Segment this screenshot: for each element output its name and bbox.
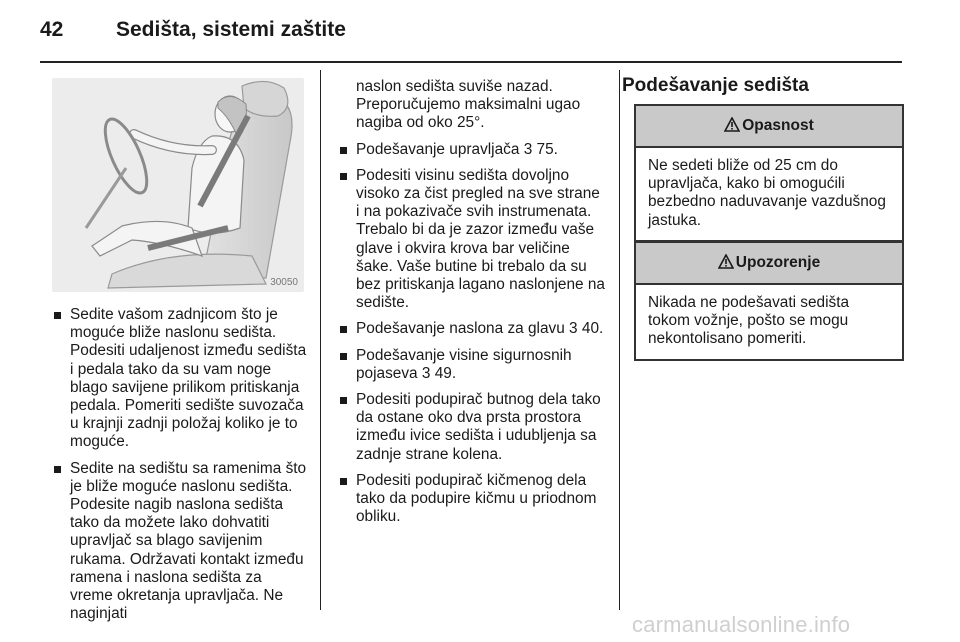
continued-text: naslon sedišta suviše nazad. Preporučujemo maksimalni ugao nagiba od oko 25°. xyxy=(356,78,581,132)
list-item: Podešavanje naslona za glavu 3 40. xyxy=(338,320,606,338)
list-item: Podesiti podupirač butnog dela tako da ostane oko dva prsta prostora između ivice sedišta i udubljenja sa zadnje strane kolena. xyxy=(338,391,606,464)
warning-triangle-icon xyxy=(718,245,734,285)
column-divider-1 xyxy=(320,70,321,610)
seating-position-illustration xyxy=(52,78,304,292)
column-1 xyxy=(52,306,308,631)
list-item: Podešavanje upravljača 3 75. xyxy=(338,141,606,159)
bullet-list-2 xyxy=(338,141,606,527)
bullet-list-1 xyxy=(52,306,308,623)
driver-seat-drawing xyxy=(52,78,304,292)
warning-title: Upozorenje xyxy=(735,254,821,271)
warning-triangle-icon xyxy=(724,108,740,148)
warning-text: Nikada ne podešavati sedišta tokom vožnje, pošto se mogu nekontolisano pomeriti. xyxy=(648,294,850,348)
page-number: 42 xyxy=(40,18,64,41)
list-item: Podesiti podupirač kičmenog dela tako da podupire kičmu u priodnom obliku. xyxy=(338,472,606,527)
warning-title-bar xyxy=(636,243,902,285)
header-rule xyxy=(40,61,902,63)
danger-text: Ne sedeti bliže od 25 cm do upravljača, kako bi omogućili bezbedno naduvavanje vazdušnog jastuka. xyxy=(648,157,886,229)
list-item: Podesiti visinu sedišta dovoljno visoko za čist pregled na sve strane i na pokazivače svih instrumenata. Trebalo bi da je zazor između vaše glave i okvira krova bar veličine šake. Vaše butine bi trebalo da su bez pritiskanja lagano naslonjene na sedište. xyxy=(338,167,606,313)
column-divider-2 xyxy=(619,70,620,610)
figure-number: 30050 xyxy=(270,277,298,288)
watermark: carmanualsonline.info xyxy=(632,612,851,637)
page-header xyxy=(40,18,346,42)
danger-title-bar xyxy=(636,106,902,148)
list-item: Sedite na sedištu sa ramenima što je bliže moguće naslonu sedišta. Podesite nagib naslona sedišta tako da možete lako dohvatiti upravljač sa blago savijenim rukama. Održavati kontakt između ramena i naslona sedišta za vreme okretanja upravljača. Ne naginjati xyxy=(52,460,308,624)
warning-box xyxy=(634,241,904,361)
column-2 xyxy=(338,78,606,534)
page-title: Sedišta, sistemi zaštite xyxy=(116,18,346,41)
danger-title: Opasnost xyxy=(742,117,814,134)
section-heading: Podešavanje sedišta xyxy=(622,75,809,96)
list-item: Podešavanje visine sigurnosnih pojaseva 3 49. xyxy=(338,347,606,383)
danger-box xyxy=(634,104,904,242)
list-item: Sedite vašom zadnjicom što je moguće bliže naslonu sedišta. Podesiti udaljenost između sedišta i pedala tako da su vam noge blago savijene prilikom pritiskanja pedala. Pomeriti sedište suvozača u krajnji zadnji položaj koliko je to moguće. xyxy=(52,306,308,452)
